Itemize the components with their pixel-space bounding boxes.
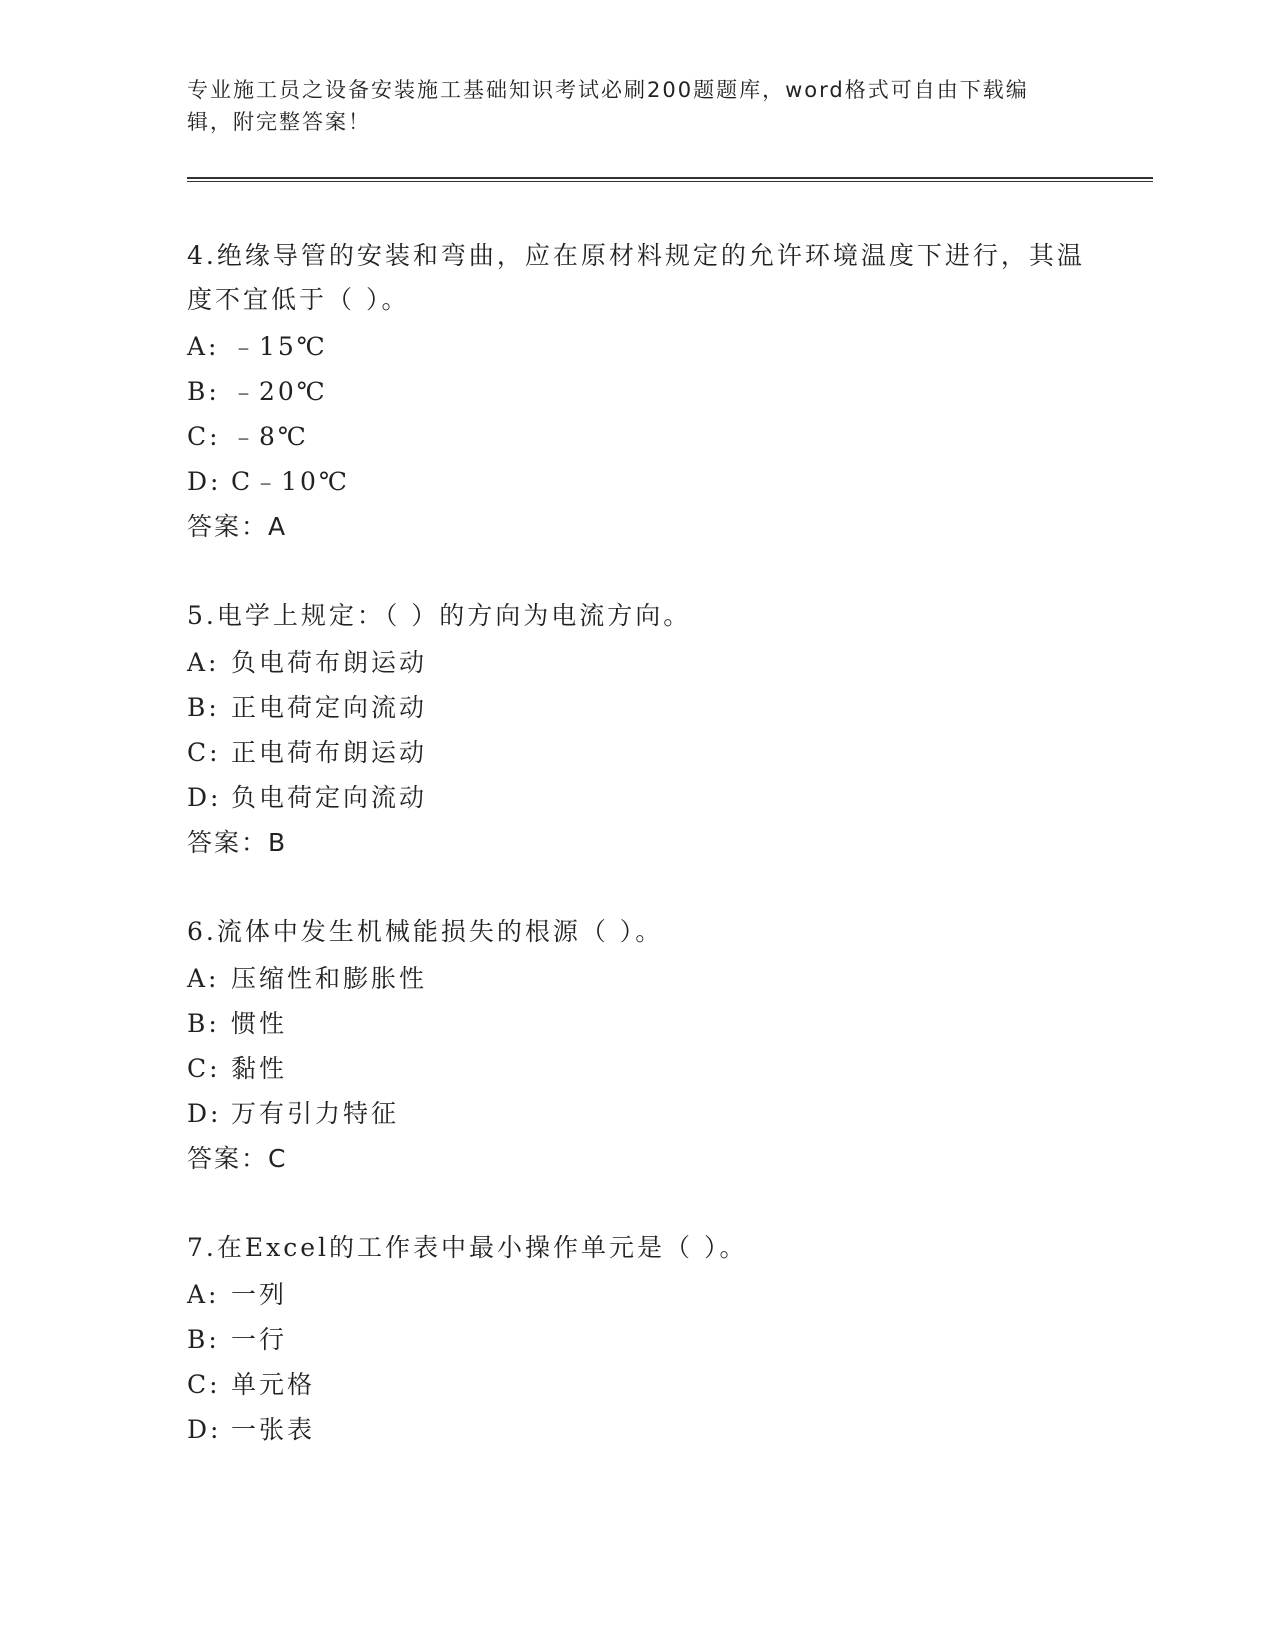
option-key: A: [187,1280,220,1309]
option-text: 负电荷布朗运动 [231,648,428,677]
question-stem: 5.电学上规定：（ ）的方向为电流方向。 [187,601,692,630]
question-list [187,234,1087,1497]
option-key: B: [187,377,220,406]
answer-line: 答案：C [187,1144,288,1173]
option-text: C﹣10℃ [231,467,350,496]
option-key: C: [187,1370,221,1399]
question-7 [187,1226,1087,1452]
option-b [187,369,1087,414]
option-text: ﹣8℃ [231,422,309,451]
option-text: 黏性 [231,1054,288,1083]
option-text: 一列 [231,1280,288,1309]
option-a [187,956,1087,1001]
option-a [187,1272,1087,1317]
option-text: 负电荷定向流动 [231,783,428,812]
option-text: 惯性 [231,1009,288,1038]
option-key: D: [187,1415,222,1444]
question-6 [187,910,1087,1181]
option-key: A: [187,648,220,677]
option-text: 单元格 [231,1370,316,1399]
option-b [187,1001,1087,1046]
option-key: C: [187,738,221,767]
document-header: 专业施工员之设备安装施工基础知识考试必刷200题题库，word格式可自由下载编辑，附完整答案！ [187,78,1029,134]
option-c [187,1046,1087,1091]
option-key: B: [187,1009,220,1038]
option-key: C: [187,1054,221,1083]
question-5 [187,594,1087,865]
option-d [187,775,1087,820]
option-text: 一行 [231,1325,288,1354]
option-key: A: [187,964,220,993]
option-key: D: [187,467,222,496]
question-4 [187,234,1087,549]
option-c [187,414,1087,459]
option-d [187,459,1087,504]
option-b [187,1317,1087,1362]
option-text: ﹣20℃ [231,377,328,406]
question-stem: 4.绝缘导管的安装和弯曲，应在原材料规定的允许环境温度下进行，其温度不宜低于（ ）。 [187,241,1085,314]
header-divider [187,177,1153,182]
option-text: 正电荷定向流动 [231,693,428,722]
option-text: 一张表 [231,1415,316,1444]
option-text: 压缩性和膨胀性 [231,964,428,993]
option-d [187,1091,1087,1136]
option-key: D: [187,783,222,812]
option-d [187,1407,1087,1452]
option-text: ﹣15℃ [231,332,328,361]
option-c [187,730,1087,775]
option-key: D: [187,1099,222,1128]
question-stem: 7.在Excel的工作表中最小操作单元是（ ）。 [187,1233,748,1262]
question-stem: 6.流体中发生机械能损失的根源（ ）。 [187,917,664,946]
option-key: B: [187,1325,220,1354]
option-text: 正电荷布朗运动 [231,738,428,767]
option-a [187,324,1087,369]
option-key: B: [187,693,220,722]
option-key: A: [187,332,220,361]
option-b [187,685,1087,730]
option-key: C: [187,422,221,451]
option-text: 万有引力特征 [231,1099,400,1128]
answer-line: 答案：A [187,512,288,541]
option-c [187,1362,1087,1407]
option-a [187,640,1087,685]
answer-line: 答案：B [187,828,288,857]
